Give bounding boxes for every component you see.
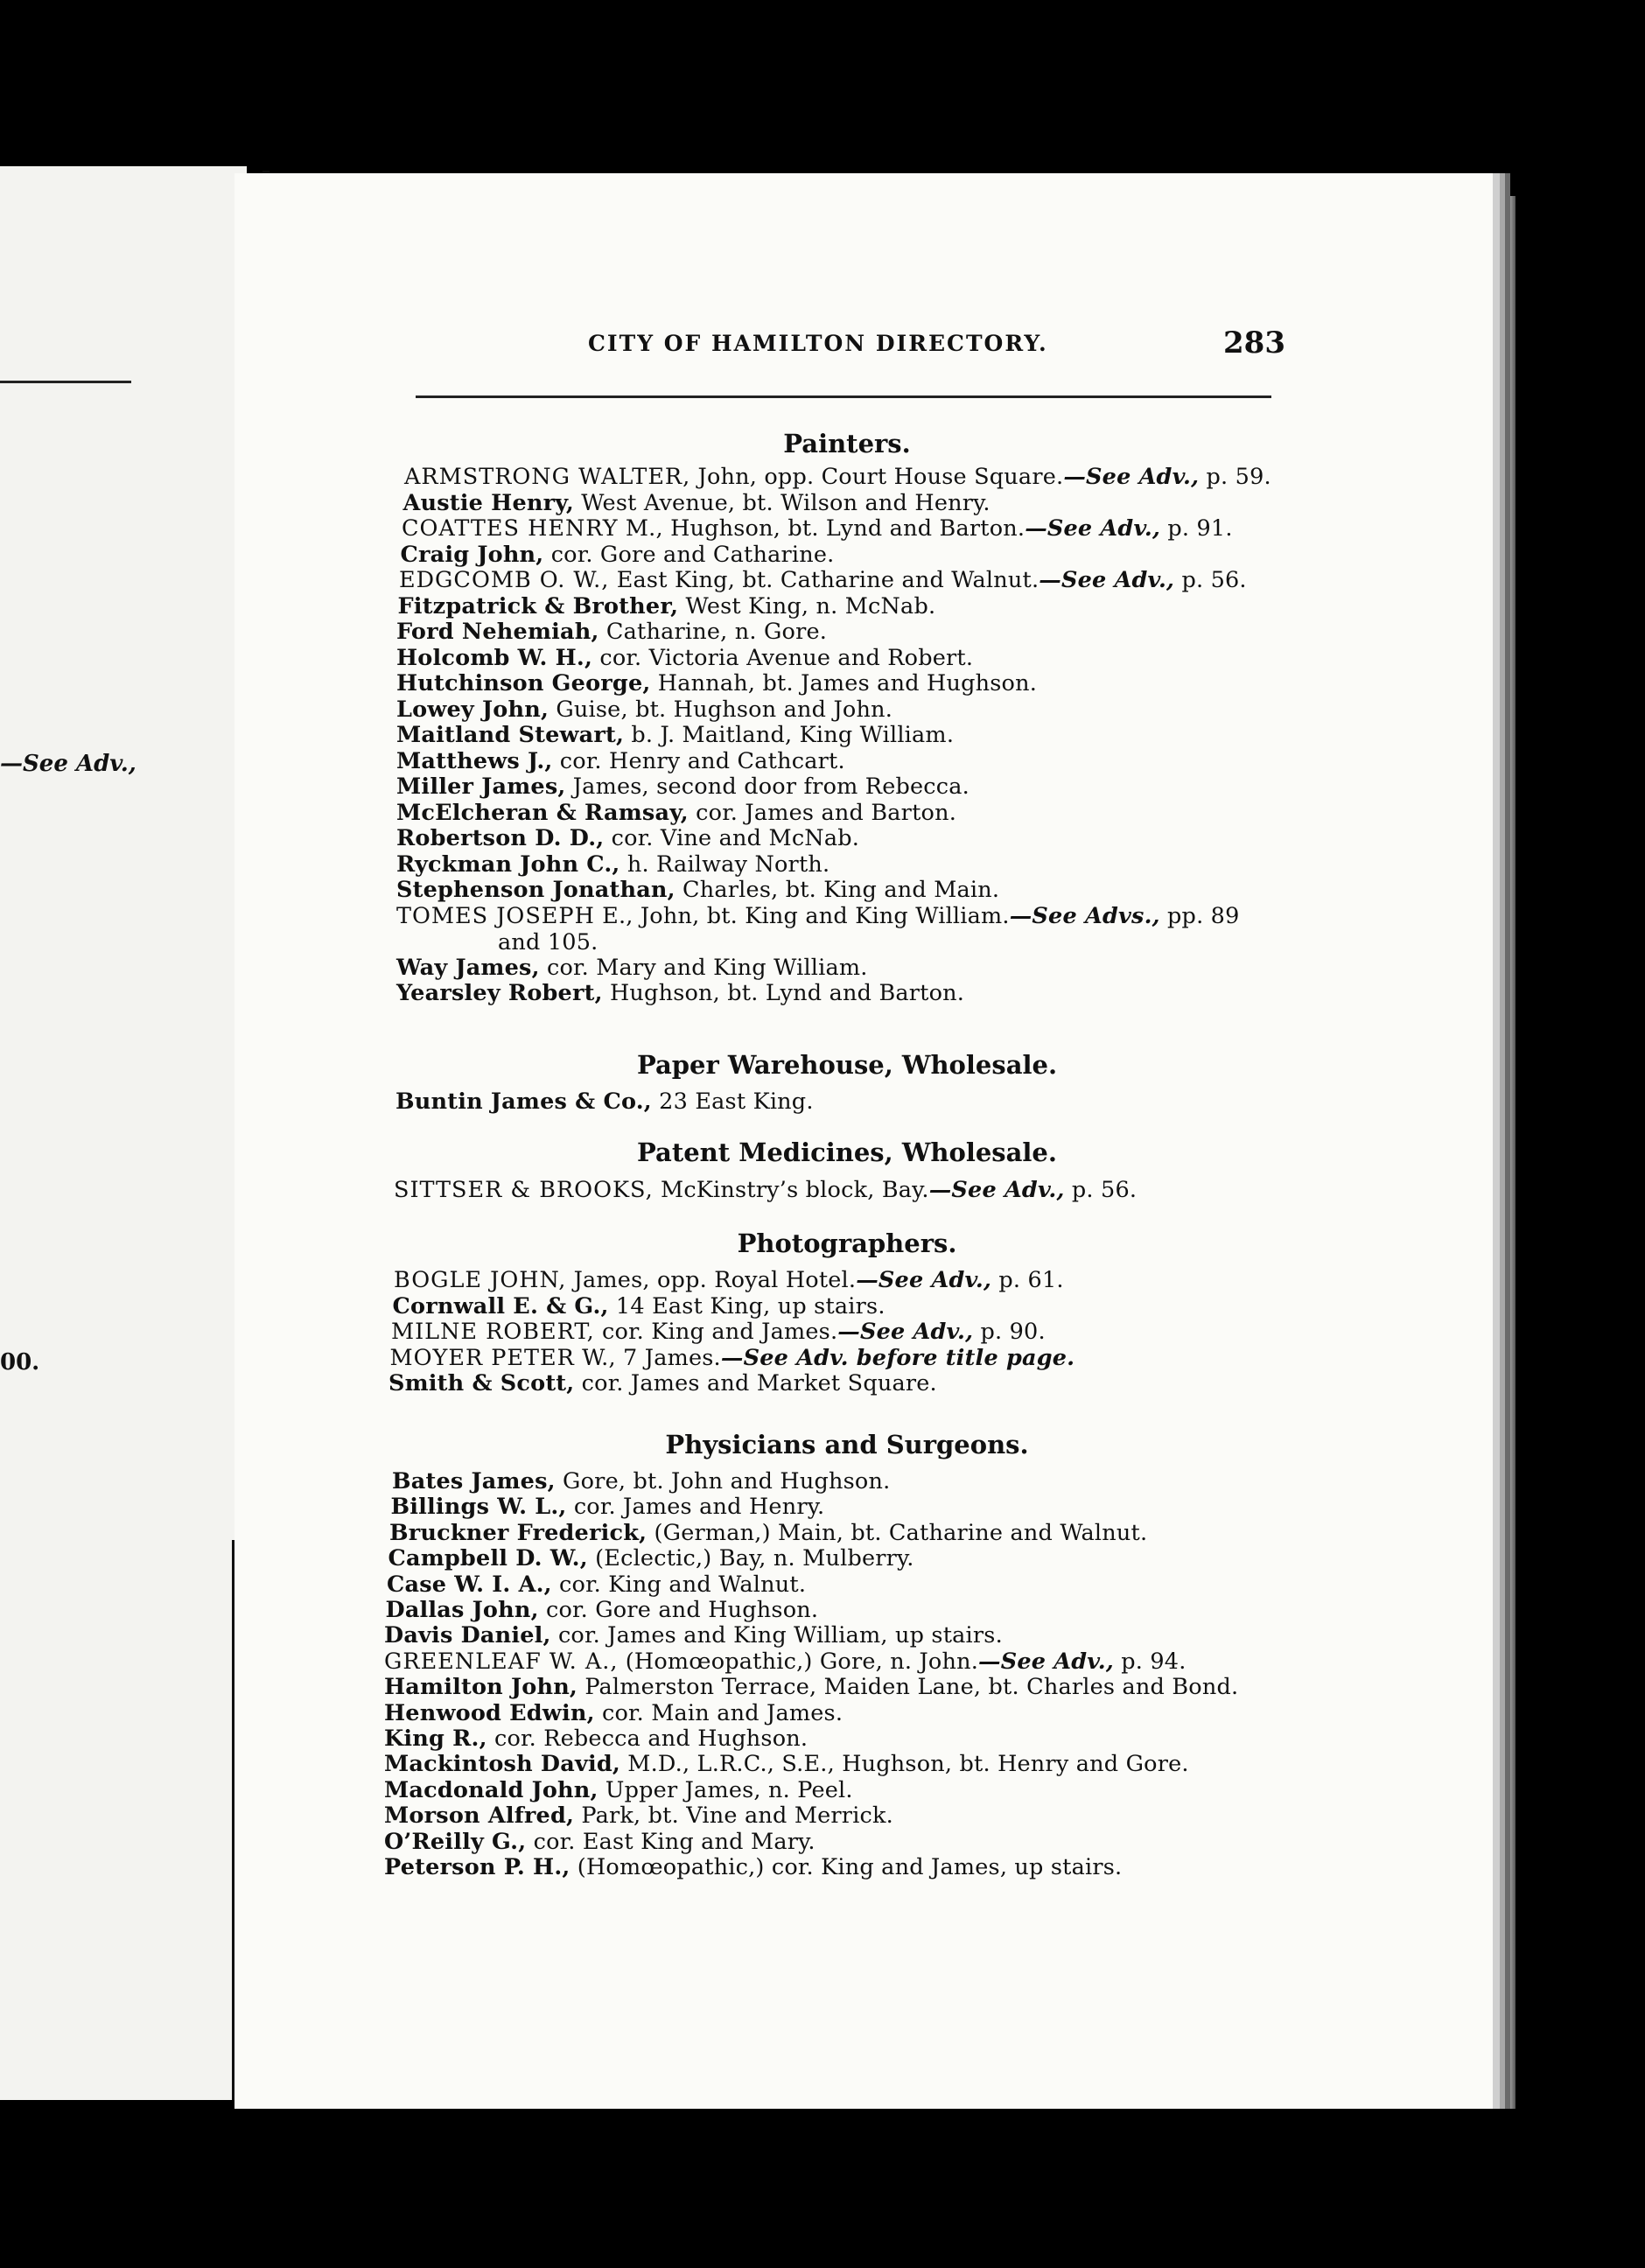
entry-name: Ryckman John C.,: [396, 850, 620, 878]
entry-address: West Avenue, bt. Wilson and Henry.: [573, 489, 990, 516]
entry-address: cor. Rebecca and Hughson.: [486, 1726, 808, 1752]
entry-name: Morson Alfred,: [384, 1802, 575, 1830]
directory-entry: [388, 1370, 937, 1396]
directory-entry: [384, 1726, 808, 1752]
directory-entry: [396, 902, 1240, 956]
entry-name: Holcomb W. H.,: [396, 644, 593, 671]
entry-name: Matthews J.,: [396, 747, 553, 774]
directory-entry: [396, 722, 954, 748]
entry-address: cor. James and Market Square.: [574, 1370, 937, 1396]
running-head: CITY OF HAMILTON DIRECTORY.: [588, 331, 1048, 356]
entry-address: Hannah, bt. James and Hughson.: [650, 670, 1037, 696]
entry-address: (Homœopathic,) Gore, n. John.: [618, 1648, 979, 1675]
entry-address: James, second door from Rebecca.: [565, 774, 970, 800]
directory-entry: [391, 1494, 825, 1520]
directory-entry: [396, 619, 827, 645]
entry-name: COATTES HENRY: [402, 515, 619, 542]
entry-address: McKinstry’s block, Bay.: [653, 1177, 929, 1203]
entry-name: Hamilton John,: [384, 1674, 578, 1701]
facing-page-rule: [0, 381, 131, 383]
entry-name: MOYER PETER: [389, 1344, 575, 1371]
entry-address: cor. King and Walnut.: [551, 1571, 807, 1598]
entry-name: Macdonald John,: [384, 1776, 598, 1803]
entry-address: cor. James and King William, up stairs.: [550, 1622, 1003, 1649]
page-reference: p. 91.: [1160, 515, 1233, 542]
entry-name: Lowey John,: [396, 696, 550, 723]
section-heading: Physicians and Surgeons.: [665, 1430, 1029, 1460]
directory-entry: [384, 1700, 843, 1726]
entry-address: M.D., L.R.C., S.E., Hughson, bt. Henry and Gore.: [620, 1751, 1189, 1778]
directory-entry: [388, 1545, 914, 1572]
entry-name: Craig John,: [400, 541, 544, 568]
section-heading: Paper Warehouse, Wholesale.: [636, 1050, 1058, 1080]
entry-address: (Homœopathic,) cor. King and James, up stairs.: [570, 1854, 1123, 1880]
entry-address: cor. East King and Mary.: [526, 1828, 816, 1855]
directory-entry: [396, 670, 1037, 696]
entry-name: Peterson P. H.,: [384, 1854, 570, 1880]
directory-entry: [384, 1854, 1122, 1880]
entry-address: Charles, bt. King and Main.: [675, 877, 1000, 903]
entry-name: McElcheran & Ramsay,: [396, 799, 689, 826]
entry-name: Austie Henry,: [402, 489, 574, 516]
entry-name: TOMES JOSEPH: [396, 902, 595, 929]
entry-address: John, opp. Court House Square.: [690, 464, 1064, 490]
entry-name: Bruckner Frederick,: [389, 1519, 648, 1546]
entry-name: Mackintosh David,: [384, 1751, 620, 1778]
entry-address: W., 7 James.: [574, 1344, 721, 1371]
entry-name: BOGLE JOHN,: [394, 1267, 567, 1293]
directory-entry: [396, 774, 970, 800]
entry-address: E., John, bt. King and King William.: [594, 902, 1010, 929]
facing-page-fragment: —See Adv.,: [0, 751, 136, 777]
section-heading: Patent Medicines, Wholesale.: [637, 1138, 1057, 1167]
section-heading: Photographers.: [737, 1228, 957, 1258]
entry-name: Case W. I. A.,: [387, 1571, 552, 1598]
directory-entry: [404, 464, 1271, 490]
entry-address: cor. Gore and Catharine.: [543, 541, 835, 568]
entry-address: 14 East King, up stairs.: [608, 1292, 886, 1320]
directory-entry: [402, 515, 1233, 542]
entry-name: Miller James,: [396, 774, 566, 800]
entry-address: 23 East King.: [651, 1088, 814, 1115]
facing-page: [0, 166, 247, 2100]
directory-entry: [391, 1319, 1046, 1345]
advertisement-reference: —See Adv.,: [978, 1648, 1114, 1675]
page-reference: p. 59.: [1199, 464, 1271, 490]
entry-name: Davis Daniel,: [384, 1622, 551, 1649]
entry-address: cor. Main and James.: [594, 1699, 844, 1726]
directory-entry: [396, 696, 892, 723]
entry-address: M., Hughson, bt. Lynd and Barton.: [618, 515, 1026, 542]
directory-entry: [386, 1597, 819, 1623]
directory-entry: [384, 1751, 1189, 1777]
entry-name: Robertson D. D.,: [396, 825, 605, 851]
directory-entry: [384, 1802, 893, 1829]
entry-address: b. J. Maitland, King William.: [624, 722, 955, 748]
entry-name: Stephenson Jonathan,: [396, 877, 676, 903]
directory-entry: [396, 1088, 814, 1115]
entry-name: O’Reilly G.,: [384, 1828, 527, 1855]
directory-entry: [396, 877, 999, 903]
header-rule: [416, 396, 1271, 398]
directory-entry: [403, 490, 990, 516]
entry-name: GREENLEAF W. A.,: [384, 1648, 619, 1675]
entry-name: Ford Nehemiah,: [396, 619, 599, 645]
page-reference: p. 56.: [1064, 1177, 1138, 1203]
entry-address: Palmerston Terrace, Maiden Lane, bt. Charles and Bond.: [578, 1674, 1239, 1701]
advertisement-reference: —See Adv.,: [837, 1319, 974, 1345]
directory-entry: [396, 825, 859, 851]
entry-name: King R.,: [384, 1726, 487, 1752]
directory-entry: [396, 800, 956, 826]
page-reference: p. 61.: [991, 1267, 1064, 1293]
directory-entry: [401, 542, 835, 568]
entry-name: Maitland Stewart,: [396, 722, 625, 748]
entry-name: Buntin James & Co.,: [396, 1088, 652, 1115]
entry-address: James, opp. Royal Hotel.: [566, 1267, 857, 1293]
entry-address: cor. James and Barton.: [688, 799, 957, 826]
entry-name: Hutchinson George,: [396, 670, 651, 696]
section-heading: Painters.: [783, 429, 911, 458]
page-number: 283: [1223, 326, 1285, 360]
directory-entry: [384, 1648, 1186, 1675]
directory-entry: [396, 748, 845, 774]
entry-name: Way James,: [396, 954, 540, 981]
entry-name: EDGCOMB O. W.,: [399, 567, 610, 593]
directory-entry: [399, 567, 1247, 593]
directory-entry: [396, 980, 964, 1006]
advertisement-reference: —See Adv.,: [856, 1267, 992, 1293]
directory-entry: [394, 1177, 1137, 1203]
directory-entry: [390, 1345, 1075, 1371]
page-reference: p. 56.: [1174, 567, 1247, 593]
directory-entry: [396, 851, 830, 878]
entry-address: Park, bt. Vine and Merrick.: [574, 1802, 893, 1830]
advertisement-reference: —See Adv.,: [1025, 515, 1161, 542]
entry-name: Cornwall E. & G.,: [392, 1292, 609, 1320]
entry-name: ARMSTRONG WALTER,: [404, 464, 691, 490]
entry-address: East King, bt. Catharine and Walnut.: [609, 567, 1040, 593]
directory-entry: [396, 645, 973, 671]
page-edge: [1493, 196, 1516, 2109]
entry-address: Catharine, n. Gore.: [598, 619, 828, 645]
directory-entry: [384, 1777, 853, 1803]
entry-name: Billings W. L.,: [390, 1494, 567, 1521]
entry-address: Hughson, bt. Lynd and Barton.: [602, 980, 965, 1006]
directory-entry: [384, 1829, 816, 1855]
entry-name: Smith & Scott,: [388, 1370, 575, 1396]
advertisement-reference: —See Adv.,: [928, 1177, 1065, 1203]
directory-entry: [396, 955, 868, 981]
entry-address: West King, n. McNab.: [678, 592, 936, 620]
entry-address: cor. Mary and King William.: [539, 954, 868, 981]
directory-entry: [393, 1293, 886, 1320]
entry-continuation: and 105.: [498, 928, 598, 956]
entry-address: cor. Henry and Cathcart.: [552, 747, 845, 774]
entry-name: Henwood Edwin,: [384, 1699, 595, 1726]
directory-entry: [384, 1622, 1003, 1648]
page-reference: pp. 89: [1159, 902, 1240, 929]
entry-name: Dallas John,: [385, 1597, 539, 1623]
entry-address: (Eclectic,) Bay, n. Mulberry.: [587, 1545, 914, 1572]
advertisement-reference: —See Advs.,: [1009, 902, 1160, 929]
entry-name: Fitzpatrick & Brother,: [397, 592, 679, 620]
directory-entry: [389, 1520, 1147, 1546]
page-reference: p. 94.: [1113, 1648, 1186, 1675]
entry-address: cor. Victoria Avenue and Robert.: [592, 644, 974, 671]
entry-address: Guise, bt. Hughson and John.: [549, 696, 893, 723]
entry-address: (German,) Main, bt. Catharine and Walnut.: [647, 1519, 1148, 1546]
directory-entry: [387, 1572, 806, 1598]
entry-address: cor. King and James.: [594, 1319, 838, 1345]
advertisement-reference: —See Adv.,: [1063, 464, 1200, 490]
directory-entry: [392, 1468, 890, 1494]
entry-name: Yearsley Robert,: [396, 980, 603, 1006]
directory-entry: [398, 593, 936, 620]
entry-name: Campbell D. W.,: [388, 1545, 588, 1572]
entry-address: h. Railway North.: [620, 850, 830, 878]
directory-entry: [394, 1267, 1064, 1293]
page-reference: p. 90.: [973, 1319, 1046, 1345]
advertisement-reference: —See Adv.,: [1039, 567, 1175, 593]
advertisement-reference: —See Adv. before title page.: [720, 1344, 1075, 1371]
entry-address: Gore, bt. John and Hughson.: [555, 1468, 891, 1494]
entry-name: Bates James,: [392, 1468, 556, 1494]
entry-address: cor. Gore and Hughson.: [538, 1597, 819, 1623]
entry-name: MILNE ROBERT,: [391, 1319, 595, 1345]
facing-page-fragment: 00.: [0, 1349, 40, 1376]
directory-entry: [384, 1674, 1238, 1700]
entry-address: Upper James, n. Peel.: [598, 1776, 853, 1803]
entry-address: cor. Vine and McNab.: [604, 825, 860, 851]
entry-address: cor. James and Henry.: [566, 1494, 825, 1521]
entry-name: SITTSER & BROOKS,: [394, 1177, 654, 1203]
